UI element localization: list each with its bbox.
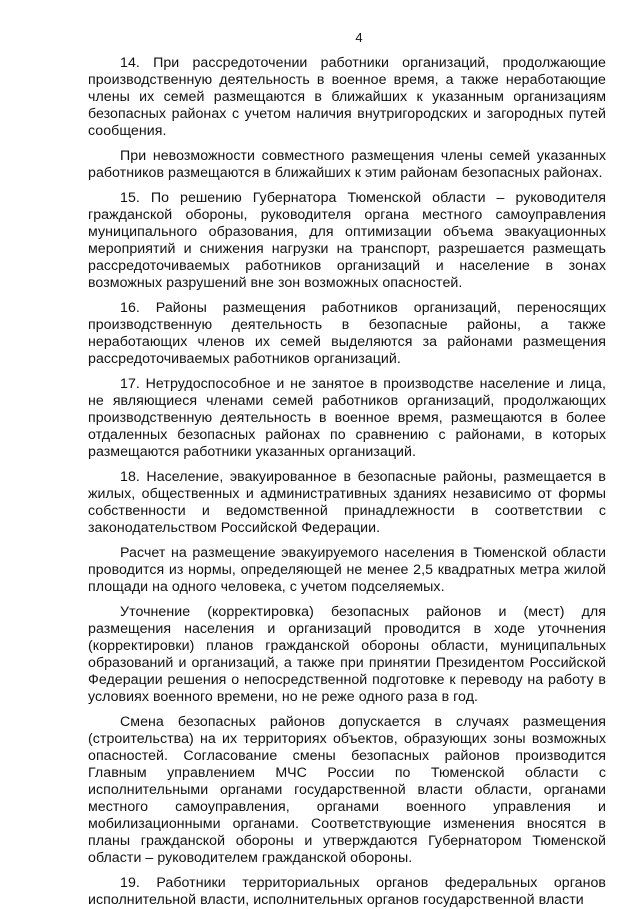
paragraph-14-note: При невозможности совместного размещения члены семей указанных работников размещаются в ближайших к этим районам безопасных районах. — [88, 148, 606, 181]
paragraph-18-update: Уточнение (корректировка) безопасных районов и (мест) для размещения населения и организаций проводится в ходе уточнения (корректировки) планов гражданской обороны области, муниципальных образований и организаций, а также при принятии Президентом Российской Федерации решения о непосредственной подготовке к переводу на работу в условиях военного времени, но не реже одного раза в год. — [88, 604, 606, 705]
paragraph-19: 19. Работники территориальных органов федеральных органов исполнительной власти, исполнительных органов государственной власти — [88, 875, 606, 908]
paragraph-15: 15. По решению Губернатора Тюменской области – руководителя гражданской обороны, руководителя органа местного самоуправления муниципального образования, для оптимизации объема эвакуационных мероприятий и снижения нагрузки на транспорт, разрешается размещать рассредоточиваемых работников организаций и население в зонах возможных разрушений вне зон возможных опасностей. — [88, 190, 606, 291]
paragraph-18-norm: Расчет на размещение эвакуируемого населения в Тюменской области проводится из нормы, определяющей не менее 2,5 квадратных метра жилой площади на одного человека, с учетом подселяемых. — [88, 545, 606, 595]
page-number: 4 — [355, 30, 363, 45]
paragraph-16: 16. Районы размещения работников организаций, переносящих производственную деятельность в безопасные районы, а также неработающих членов их семей выделяются за районами размещения рассредоточиваемых работников организаций. — [88, 300, 606, 367]
paragraph-14: 14. При рассредоточении работники организаций, продолжающие производственную деятельность в военное время, а также неработающие члены их семей размещаются в ближайших к указанным организациям безопасных районах с учетом наличия внутригородских и загородных путей сообщения. — [88, 55, 606, 139]
paragraph-18: 18. Население, эвакуированное в безопасные районы, размещается в жилых, общественных и административных зданиях независимо от формы собственности и ведомственной принадлежности в соответствии с законодательством Российской Федерации. — [88, 469, 606, 536]
paragraph-18-change: Смена безопасных районов допускается в случаях размещения (строительства) на их территориях объектов, образующих зоны возможных опасностей. Согласование смены безопасных районов производится Главным управлением МЧС России по Тюменской области с исполнительными органами государственной власти области, органами местного самоуправления, органами военного управления и мобилизационными органами. Соответствующие изменения вносятся в планы гражданской обороны и утверждаются Губернатором Тюменской области – руководителем гражданской обороны. — [88, 714, 606, 866]
paragraph-17: 17. Нетрудоспособное и не занятое в производстве население и лица, не являющиеся членами семей работников организаций, продолжающих производственную деятельность в военное время, размещаются в более отдаленных безопасных районах по сравнению с районами, в которых размещаются работники указанных организаций. — [88, 376, 606, 460]
